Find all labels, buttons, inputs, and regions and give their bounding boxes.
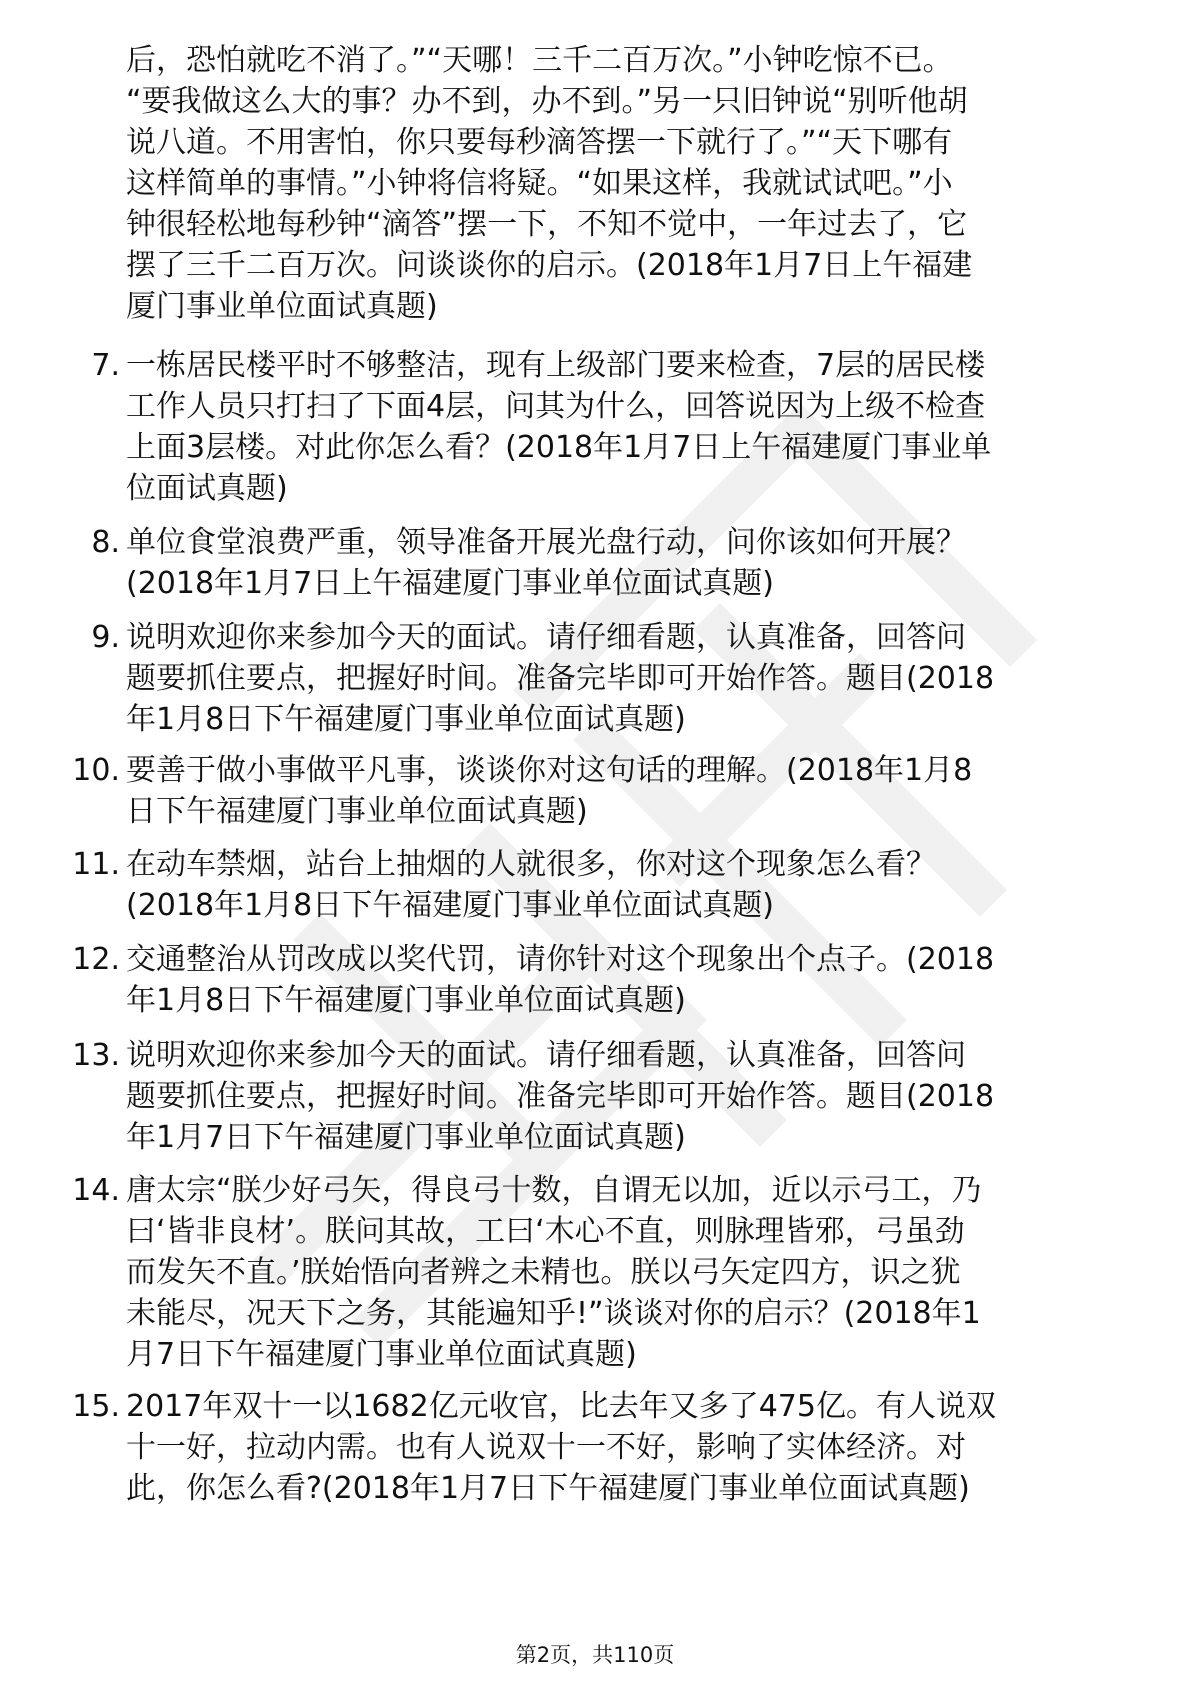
question-number: 12. [72, 942, 120, 977]
question-number: 9. [91, 620, 120, 655]
question-text: 在动车禁烟，站台上抽烟的人就很多，你对这个现象怎么看？ (2018年1月8日下午福建厦门事业单位面试真题) [126, 847, 936, 923]
question-number: 15. [72, 1389, 120, 1424]
question-number: 10. [72, 753, 120, 788]
question-text: 说明欢迎你来参加今天的面试。请仔细看题，认真准备，回答问 题要抓住要点，把握好时间。准备完毕即可开始作答。题目(2018 年1月7日下午福建厦门事业单位面试真题) [126, 1038, 995, 1155]
question-text: 唐太宗“朕少好弓矢，得良弓十数，自谓无以加，近以示弓工，乃 曰‘皆非良材’。朕问其故，工曰‘木心不直，则脉理皆邪，弓虽劲 而发矢不直。’朕始悟向者辨之未精也。朕以弓矢定四方，识之犹 未能尽，况天下之务，其能遍知乎!”谈谈对你的启示？(2018年1 月7日下午福建厦门事业单位面试真题) [126, 1173, 982, 1372]
question-number: 11. [72, 847, 120, 882]
question-text: 交通整治从罚改成以奖代罚，请你针对这个现象出个点子。(2018 年1月8日下午福建厦门事业单位面试真题) [126, 942, 995, 1018]
question-text: 说明欢迎你来参加今天的面试。请仔细看题，认真准备，回答问 题要抓住要点，把握好时间。准备完毕即可开始作答。题目(2018 年1月8日下午福建厦门事业单位面试真题) [126, 620, 995, 737]
question-text: 要善于做小事做平凡事，谈谈你对这句话的理解。(2018年1月8 日下午福建厦门事业单位面试真题) [126, 753, 973, 829]
question-number: 14. [72, 1173, 120, 1208]
continued-paragraph: 后，恐怕就吃不消了。”“天哪！三千二百万次。”小钟吃惊不已。 “要我做这么大的事？办不到，办不到。”另一只旧钟说“别听他胡 说八道。不用害怕，你只要每秒滴答摆一下就行了。”“天下哪有 这样简单的事情。”小钟将信将疑。“如果这样，我就试试吧。”小 钟很轻松地每秒钟“滴答”摆一下，不知不觉中，一年过去了，它 摆了三千二百万次。问谈谈你的启示。(2018年1月7日上午福建 厦门事业单位面试真题) [126, 43, 973, 324]
question-text: 2017年双十一以1682亿元收官，比去年又多了475亿。有人说双 十一好，拉动内需。也有人说双十一不好，影响了实体经济。对 此，你怎么看?(2018年1月7日下午福建厦门事业单位面试真题) [126, 1389, 996, 1506]
page-footer: 第2页，共110页 [515, 1643, 675, 1667]
question-number: 8. [91, 525, 120, 560]
question-text: 一栋居民楼平时不够整洁，现有上级部门要来检查，7层的居民楼 工作人员只打扫了下面4层，问其为什么，回答说因为上级不检查 上面3层楼。对此你怎么看？(2018年1月7日上午福建厦门事业单 位面试真题) [126, 348, 992, 506]
question-number: 13. [72, 1038, 120, 1073]
question-text: 单位食堂浪费严重，领导准备开展光盘行动，问你该如何开展？ (2018年1月7日上午福建厦门事业单位面试真题) [126, 525, 966, 601]
question-number: 7. [91, 348, 120, 383]
